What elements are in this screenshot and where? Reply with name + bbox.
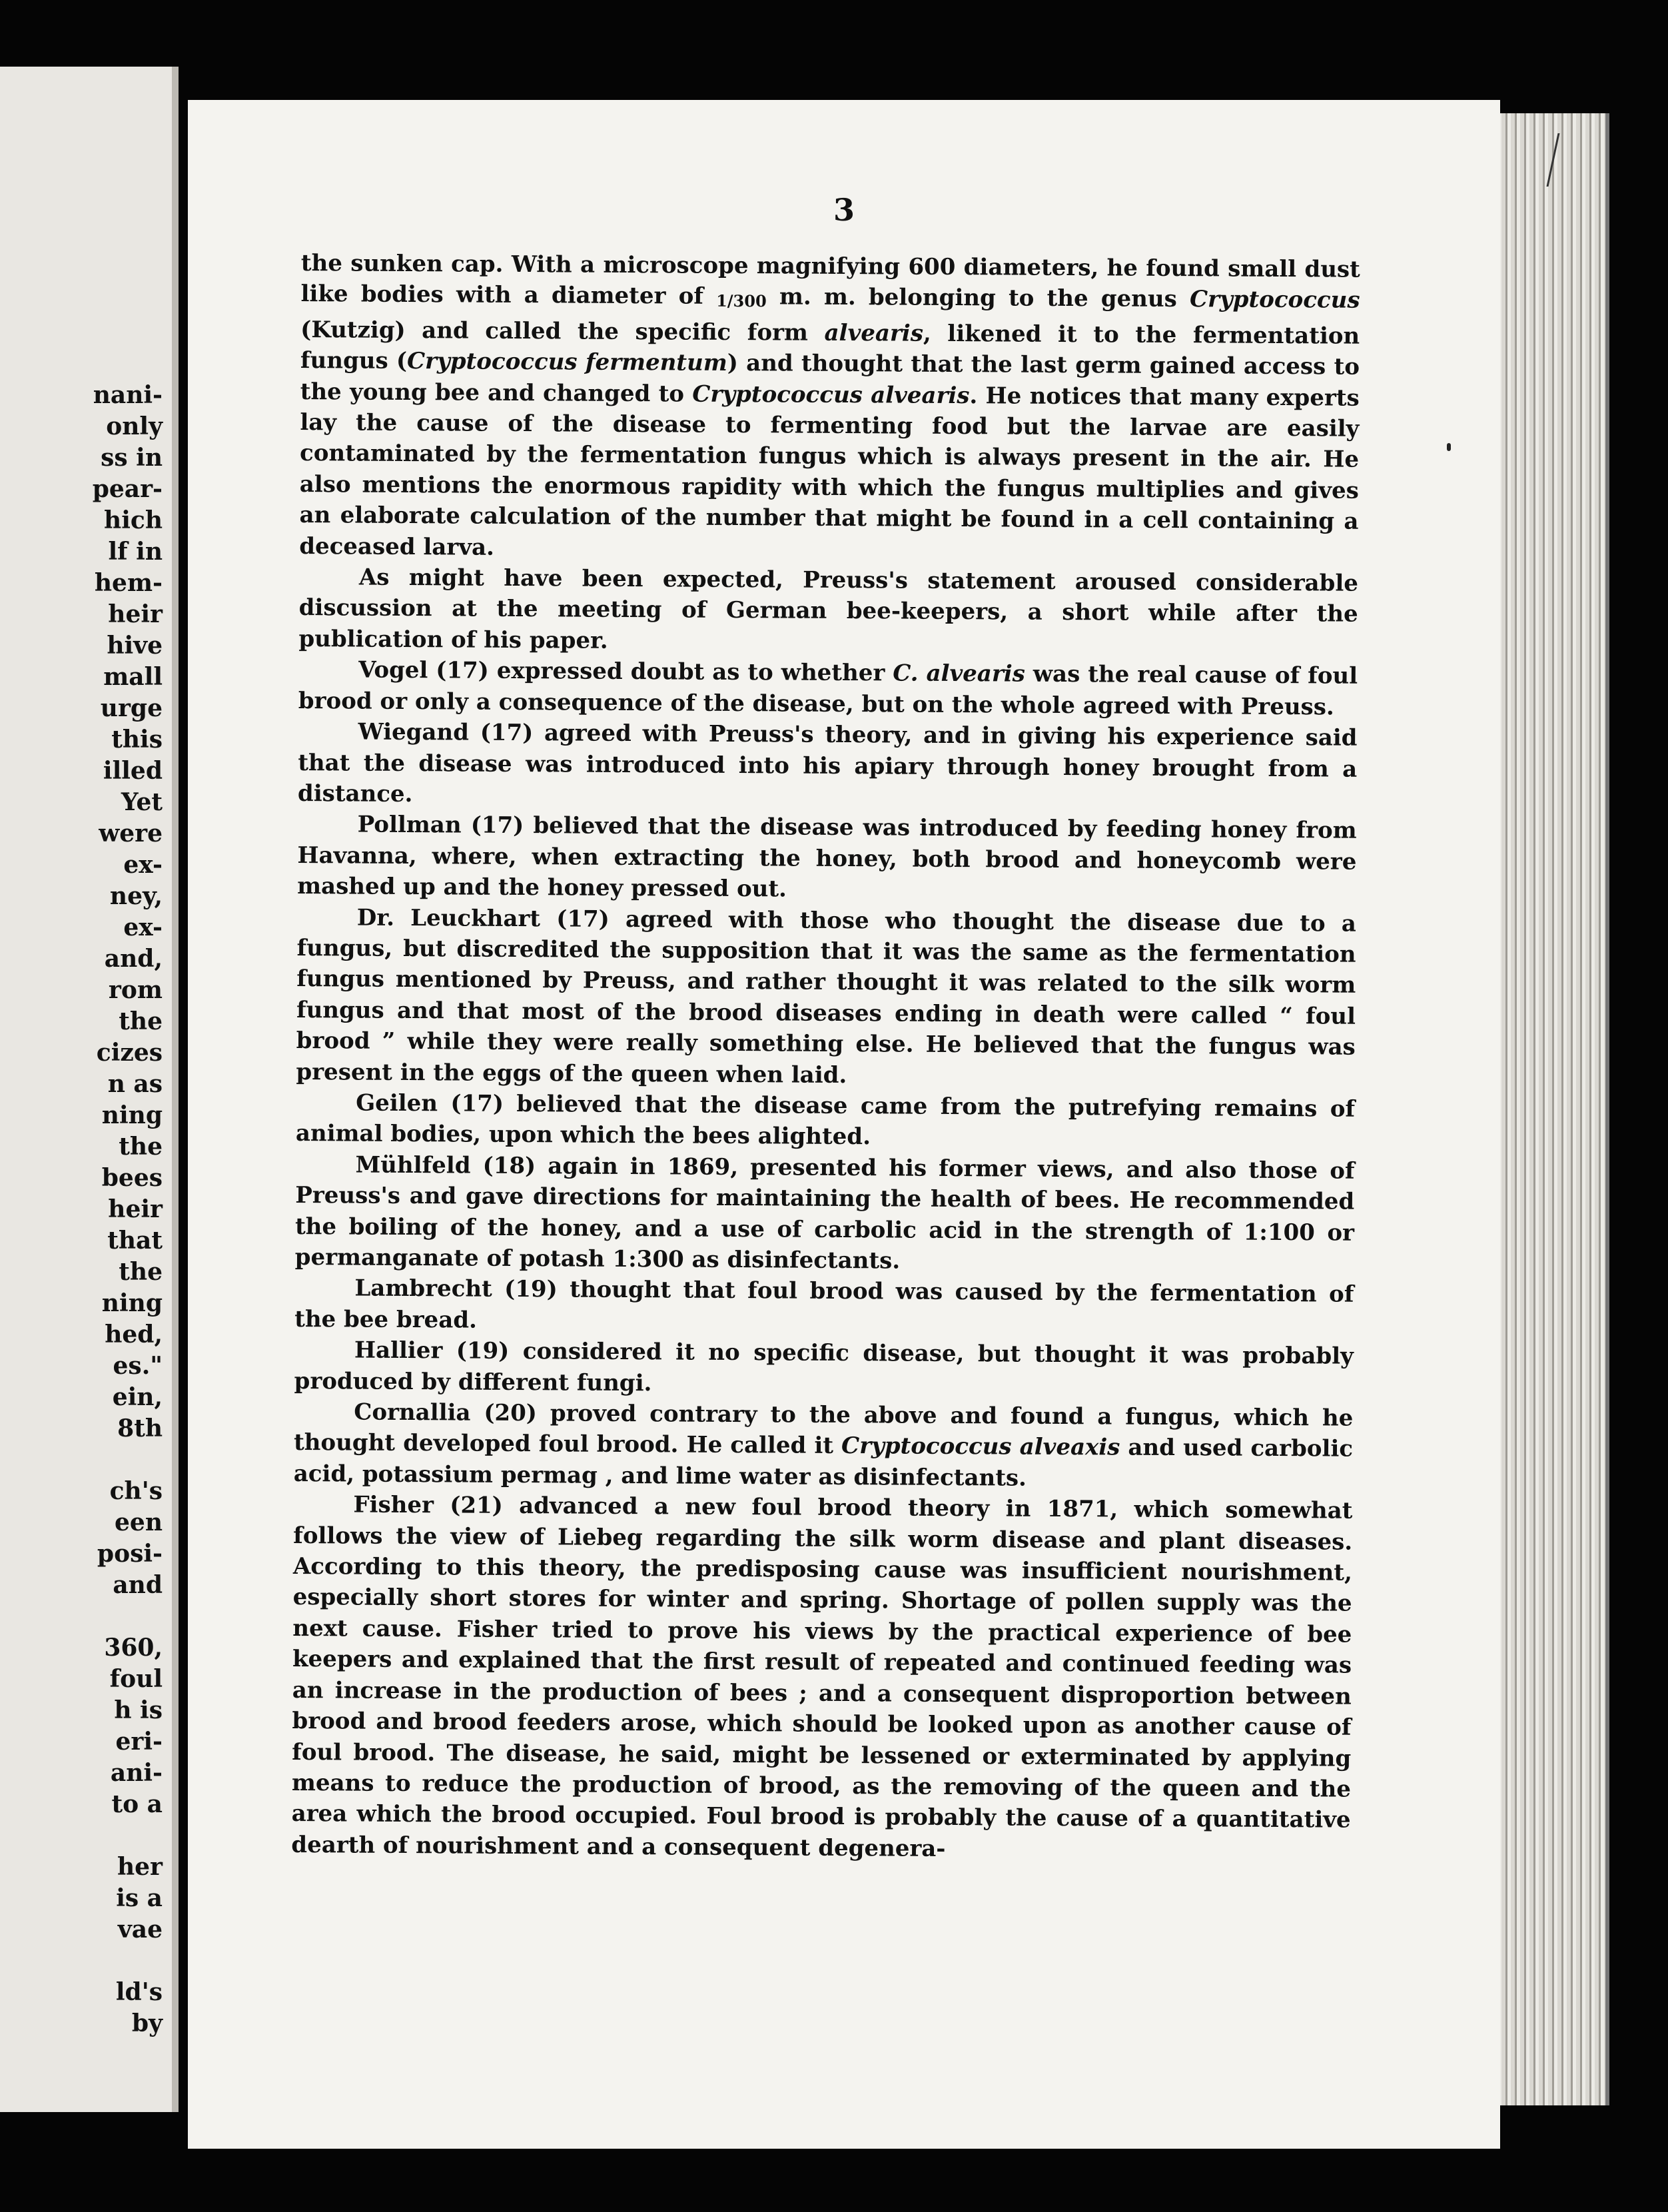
left-fragment: and, <box>104 945 163 973</box>
left-fragment: bees <box>101 1164 163 1192</box>
left-fragment: ld's <box>115 1978 163 2006</box>
left-fragment: and <box>113 1571 163 1599</box>
paragraph-3: Vogel (17) expressed doubt as to whether C. alvearis was the real cause of foul brood or only a consequence of the disease, but on the whole agreed with Preuss. <box>298 656 1358 721</box>
left-fragment <box>93 1601 163 1632</box>
left-fragment: mall <box>103 663 163 691</box>
paragraph-7: Geilen (17) believed that the disease came from the putrefying remains of animal bodies, upon which the bees alighted. <box>295 1089 1356 1151</box>
left-fragment: ex- <box>123 913 163 941</box>
paragraph-9: Lambrecht (19) thought that foul brood was caused by the fermentation of the bee bread. <box>294 1275 1354 1334</box>
left-fragment: 360, <box>104 1634 163 1662</box>
left-fragment: urge <box>100 694 163 722</box>
left-fragment: ning <box>101 1101 163 1129</box>
left-fragment: is a <box>116 1884 163 1912</box>
paragraph-8: Mühlfeld (18) again in 1869, presented his former views, and also those of Preuss's and gave directions for maintaining the health of bees. He recommended the boiling of the honey, and a use of carbolic acid in the strength of 1:100 or permanganate of potash 1:300 as disinfectants. <box>294 1151 1355 1275</box>
left-fragment: the <box>119 1007 163 1035</box>
left-fragment: posi- <box>97 1540 163 1568</box>
left-fragment: Yet <box>121 788 163 816</box>
left-fragment: vae <box>117 1916 163 1943</box>
paragraph-2: As might have been expected, Preuss's statement aroused considerable discussion at the meeting of German bee-keepers, a short while after the publication of his paper. <box>298 564 1359 654</box>
body-text <box>291 248 1360 1867</box>
speck-mark <box>1447 443 1451 451</box>
right-page <box>188 100 1500 2149</box>
left-page <box>0 67 179 2112</box>
paragraph-11: Cornallia (20) proved contrary to the above and found a fungus, which he thought developed foul brood. He called it Cryptococcus alveaxis and used carbolic acid, potassium permag , and lime water as disinfectants. <box>293 1398 1354 1492</box>
left-fragment: heir <box>108 600 163 628</box>
left-fragment: to a <box>111 1790 163 1818</box>
left-fragment <box>93 1444 163 1476</box>
left-fragment: this <box>111 726 163 754</box>
left-fragment: ney, <box>109 882 163 910</box>
left-fragment: were <box>99 820 163 847</box>
paragraph-1: the sunken cap. With a microscope magnifying 600 diameters, he found small dust like bodies with a diameter of 1/300 m. m. belonging to the genus Cryptococcus (Kutzig) and called the specific form alvearis, likened it to the fermentation fungus (Cryptococcus fermentum) and thought that the last germ gained access to the young bee and changed to Cryptococcus alvearis. He notices that many experts lay the cause of the disease to fermenting food but the larvae are easily contaminated by the fermentation fungus which is always present in the air. He also mentions the enormous rapidity with which the fungus multiplies and gives an elaborate calculation of the number that might be found in a cell containing a deceased larva. <box>299 249 1360 561</box>
left-fragment: ein, <box>112 1383 163 1411</box>
page-number: 3 <box>833 192 855 228</box>
left-fragment: by <box>131 2009 163 2037</box>
paragraph-12: Fisher (21) advanced a new foul brood theory in 1871, which somewhat follows the view of Liebeg regarding the silk worm disease and plant diseases. According to this theory, the predisposing cause was insufficient nourishment, especially short stores for winter and spring. Shortage of pollen supply was the next cause. Fisher tried to prove his views by the practical experience of bee keepers and explained that the first result of repeated and continued feeding was an increase in the production of bees ; and a consequent disproportion between brood and brood feeders arose, which should be looked upon as another cause of foul brood. The disease, he said, might be lessened or exterminated by applying means to reduce the production of brood, as the removing of the queen and the area which the brood occupied. Foul brood is probably the cause of a quantitative dearth of nourishment and a consequent degenera- <box>291 1491 1353 1862</box>
page-edges-stack <box>1492 113 1609 2105</box>
left-fragment <box>93 1945 163 1977</box>
left-fragment: only <box>106 412 163 440</box>
left-fragment: ani- <box>110 1759 163 1787</box>
left-fragment: hive <box>107 632 163 660</box>
genus-name: Cryptococcus <box>1189 286 1360 314</box>
left-fragment: heir <box>108 1195 163 1223</box>
left-fragment: lf in <box>108 538 163 566</box>
left-fragment: es." <box>113 1352 163 1380</box>
left-fragment: foul <box>109 1665 163 1693</box>
left-fragment: hich <box>104 506 163 534</box>
paragraph-5: Pollman (17) believed that the disease was introduced by feeding honey from Havanna, where, when extracting the honey, both brood and honeycomb were mashed up and the honey pressed out. <box>297 811 1357 903</box>
left-fragment: ch's <box>109 1477 163 1505</box>
left-fragment: hem- <box>94 569 163 597</box>
left-fragment: that <box>107 1227 163 1255</box>
left-fragment: cizes <box>96 1039 163 1067</box>
left-page-text-fragments <box>93 380 163 2039</box>
paragraph-6: Dr. Leuckhart (17) agreed with those who thought the disease due to a fungus, but discredited the supposition that it was the same as the fermentation fungus mentioned by Preuss, and rather thought it was related to the silk worm fungus and that most of the brood diseases ending in death were called “ foul brood ” while they were really something else. He believed that the fungus was present in the eggs of the queen when laid. <box>296 904 1356 1089</box>
left-fragment: ex- <box>123 851 163 879</box>
left-fragment: ning <box>101 1289 163 1317</box>
left-fragment: the <box>119 1133 163 1161</box>
left-fragment: pear- <box>92 475 163 503</box>
left-fragment: the <box>119 1258 163 1286</box>
left-fragment: ss in <box>101 444 163 472</box>
left-fragment: her <box>117 1853 163 1881</box>
left-fragment: rom <box>108 976 163 1004</box>
left-fragment: n as <box>107 1070 163 1098</box>
left-fragment: een <box>115 1508 163 1536</box>
left-fragment: 8th <box>117 1414 163 1442</box>
left-fragment: h is <box>114 1696 163 1724</box>
paragraph-4: Wiegand (17) agreed with Preuss's theory, and in giving his experience said that the disease was introduced into his apiary through honey brought from a distance. <box>297 718 1358 808</box>
left-fragment: eri- <box>115 1728 163 1756</box>
left-fragment: illed <box>103 757 163 785</box>
left-fragment: nani- <box>93 381 163 409</box>
left-fragment <box>93 1820 163 1852</box>
paragraph-10: Hallier (19) considered it no specific disease, but thought it was probably produced by different fungi. <box>294 1337 1354 1396</box>
fraction: 1/300 <box>716 291 767 311</box>
left-fragment: hed, <box>105 1321 163 1349</box>
